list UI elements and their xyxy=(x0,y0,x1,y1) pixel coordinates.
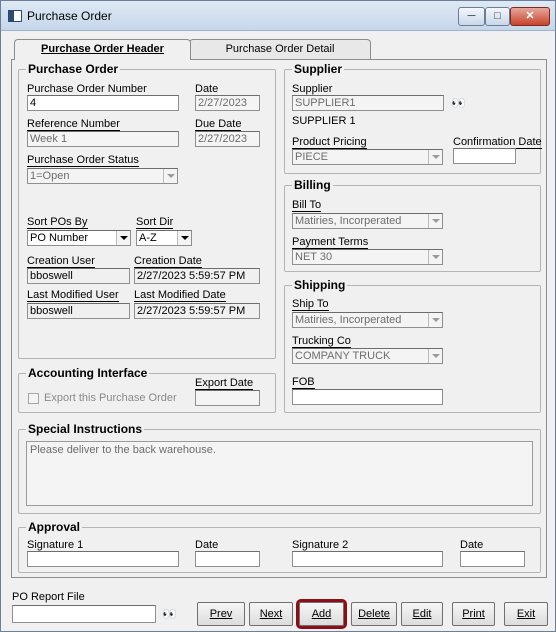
tab-label: Purchase Order Detail xyxy=(225,43,335,55)
export-date-field[interactable] xyxy=(195,390,260,406)
trucking-co-select[interactable] xyxy=(292,348,443,364)
chevron-down-icon[interactable] xyxy=(428,214,442,228)
billing-legend: Billing xyxy=(294,178,331,192)
bill-to-label: Bill To xyxy=(292,199,322,211)
accounting-interface-legend: Accounting Interface xyxy=(28,366,148,380)
product-pricing-select[interactable] xyxy=(292,149,443,165)
creation-date-label: Creation Date xyxy=(134,255,202,267)
maximize-button[interactable]: □ xyxy=(485,7,510,26)
edit-button-label: Edit xyxy=(412,608,432,620)
tab-purchase-order-detail[interactable] xyxy=(189,39,371,59)
shipping-legend: Shipping xyxy=(294,278,346,292)
approval-legend: Approval xyxy=(28,520,81,534)
confirmation-date-label: Confirmation Date xyxy=(453,136,542,148)
po-status-label: Purchase Order Status xyxy=(27,154,139,166)
product-pricing-label: Product Pricing xyxy=(292,136,367,148)
print-button-label: Print xyxy=(462,608,485,620)
fob-field[interactable] xyxy=(292,389,443,405)
supplier-legend: Supplier xyxy=(294,62,343,76)
reference-number-field[interactable]: Week 1 xyxy=(27,131,179,147)
ship-to-select[interactable] xyxy=(292,312,443,328)
sort-by-label: Sort POs By xyxy=(27,216,88,228)
po-status-select[interactable] xyxy=(27,168,178,184)
creation-user-field: bboswell xyxy=(27,268,130,284)
tab-purchase-order-header[interactable] xyxy=(14,39,191,60)
chevron-down-icon[interactable] xyxy=(428,313,442,327)
po-number-field[interactable]: 4 xyxy=(27,95,179,111)
fob-label: FOB xyxy=(292,376,315,388)
last-modified-user-field: bboswell xyxy=(27,303,130,319)
date-label: Date xyxy=(195,83,219,95)
bill-to-value: Matiries, Incorperated xyxy=(295,215,402,227)
sort-dir-value: A-Z xyxy=(139,232,157,244)
creation-date-field: 2/27/2023 5:59:57 PM xyxy=(134,268,260,284)
last-modified-date-label: Last Modified Date xyxy=(134,289,226,301)
chevron-down-icon[interactable] xyxy=(428,349,442,363)
reference-number-label: Reference Number xyxy=(27,118,120,130)
trucking-co-value: COMPANY TRUCK xyxy=(295,350,391,362)
date1-label: Date xyxy=(195,539,219,551)
chevron-down-icon[interactable] xyxy=(428,250,442,264)
confirmation-date-field[interactable] xyxy=(453,148,516,164)
tab-label: Purchase Order Header xyxy=(41,43,164,55)
product-pricing-value: PIECE xyxy=(295,151,329,163)
sort-by-select[interactable] xyxy=(27,230,131,246)
window-title: Purchase Order xyxy=(27,9,112,23)
payment-terms-label: Payment Terms xyxy=(292,236,369,248)
sort-dir-select[interactable] xyxy=(136,230,192,246)
signature2-label: Signature 2 xyxy=(292,539,349,551)
ship-to-label: Ship To xyxy=(292,298,329,310)
po-number-label: Purchase Order Number xyxy=(27,83,147,95)
binoculars-icon[interactable]: 👀 xyxy=(162,607,177,621)
supplier-label: Supplier xyxy=(292,83,333,95)
sort-dir-label: Sort Dir xyxy=(136,216,174,228)
due-date-label: Due Date xyxy=(195,118,242,130)
prev-button[interactable] xyxy=(197,602,245,626)
delete-button[interactable] xyxy=(351,602,397,626)
export-checkbox[interactable] xyxy=(28,393,39,404)
sort-by-value: PO Number xyxy=(30,232,89,244)
purchase-order-legend: Purchase Order xyxy=(28,62,119,76)
app-icon xyxy=(8,10,22,22)
chevron-down-icon[interactable] xyxy=(177,231,191,245)
supplier-name: SUPPLIER 1 xyxy=(292,115,356,127)
date-field[interactable]: 2/27/2023 xyxy=(195,95,260,111)
chevron-down-icon[interactable] xyxy=(428,150,442,164)
supplier-code-field[interactable]: SUPPLIER1 xyxy=(292,95,444,111)
delete-button-label: Delete xyxy=(358,608,390,620)
add-button-label: Add xyxy=(311,608,332,620)
print-button[interactable] xyxy=(452,602,495,626)
special-instructions-legend: Special Instructions xyxy=(28,422,143,436)
po-report-file-label: PO Report File xyxy=(12,591,85,603)
chevron-down-icon[interactable] xyxy=(163,169,177,183)
bill-to-select[interactable] xyxy=(292,213,443,229)
special-instructions-textarea[interactable]: Please deliver to the back warehouse. xyxy=(26,441,533,506)
binoculars-icon[interactable]: 👀 xyxy=(451,96,466,110)
po-status-value: 1=Open xyxy=(30,170,70,182)
payment-terms-select[interactable] xyxy=(292,249,443,265)
trucking-co-label: Trucking Co xyxy=(292,335,351,347)
prev-button-label: Prev xyxy=(209,608,233,620)
signature2-field[interactable] xyxy=(292,551,443,567)
add-button[interactable] xyxy=(299,602,344,626)
edit-button[interactable] xyxy=(401,602,443,626)
date1-field[interactable] xyxy=(195,551,260,567)
chevron-down-icon[interactable] xyxy=(116,231,130,245)
due-date-field[interactable]: 2/27/2023 xyxy=(195,131,260,147)
signature1-label: Signature 1 xyxy=(27,539,84,551)
creation-user-label: Creation User xyxy=(27,255,95,267)
exit-button[interactable] xyxy=(504,602,548,626)
po-report-file-field[interactable] xyxy=(12,605,156,623)
next-button[interactable] xyxy=(249,602,293,626)
exit-button-label: Exit xyxy=(516,608,536,620)
export-checkbox-label: Export this Purchase Order xyxy=(44,392,177,404)
signature1-field[interactable] xyxy=(27,551,179,567)
ship-to-value: Matiries, Incorperated xyxy=(295,314,402,326)
next-button-label: Next xyxy=(259,608,283,620)
last-modified-date-field: 2/27/2023 5:59:57 PM xyxy=(134,303,260,319)
date2-label: Date xyxy=(460,539,484,551)
last-modified-user-label: Last Modified User xyxy=(27,289,119,301)
close-button[interactable]: ✕ xyxy=(510,7,550,26)
payment-terms-value: NET 30 xyxy=(295,251,333,263)
minimize-button[interactable]: ─ xyxy=(458,7,485,26)
title-bar[interactable] xyxy=(1,1,555,31)
export-date-label: Export Date xyxy=(195,377,254,389)
date2-field[interactable] xyxy=(460,551,525,567)
